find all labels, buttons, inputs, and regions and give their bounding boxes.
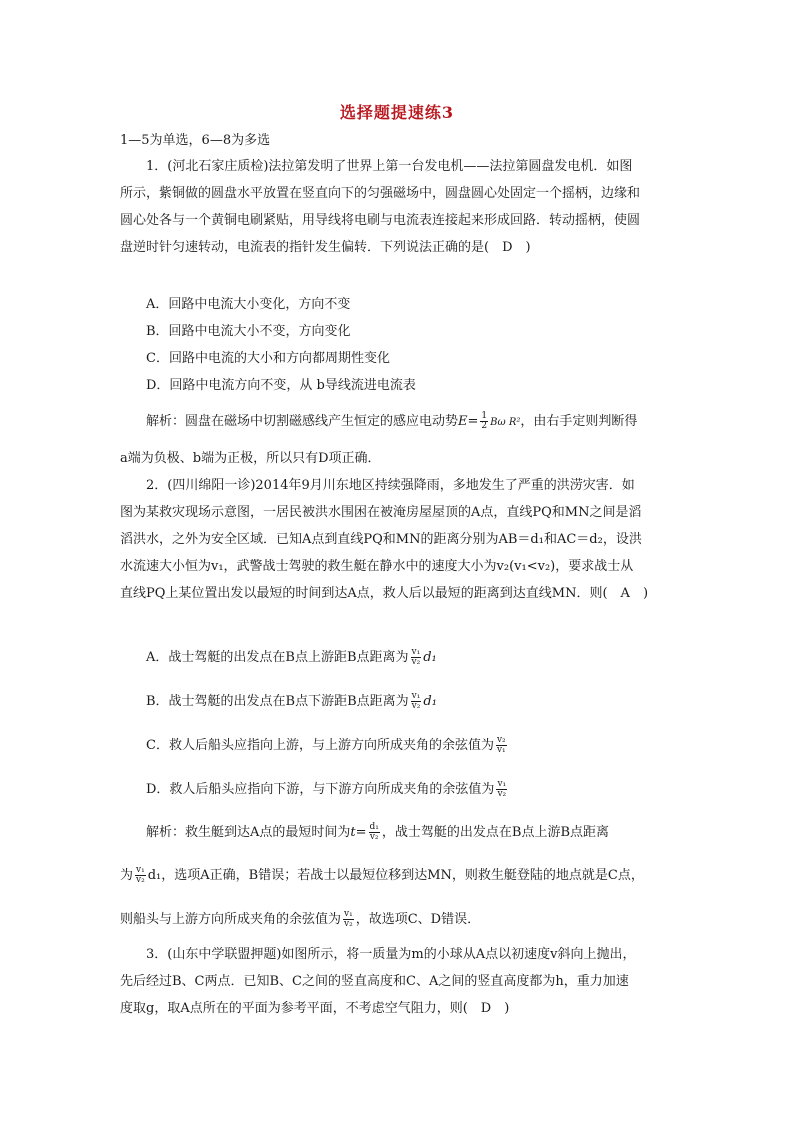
q2-analysis-2-fraction xyxy=(135,866,146,885)
q2-stem-line-5: 直线PQ上某位置出发以最短的时间到达A点，救人后以最短的距离到达直线MN．则( A ) xyxy=(120,586,649,601)
q1-analysis-text-b: ，由右手定则判断得 xyxy=(520,414,638,429)
q2-option-d-num: v₁ xyxy=(497,779,507,789)
q2-option-b-num: v₁ xyxy=(411,691,421,701)
q2-option-a-text: A．战士驾艇的出发点在B点上游距B点距离为 xyxy=(146,650,409,665)
q1-frac-num: 1 xyxy=(481,411,488,421)
q1-analysis-formula: Bω R² xyxy=(490,417,521,428)
q2-option-b-text: B．战士驾艇的出发点在B点下游距B点距离为 xyxy=(146,694,409,709)
q2-analysis-1-text-b: ，战士驾艇的出发点在B点上游B点距离 xyxy=(381,825,609,840)
q3-stem-line-3: 度取g，取A点所在的平面为参考平面，不考虑空气阻力，则( D ) xyxy=(120,1001,510,1016)
q3-stem-line-2: 先后经过B、C两点．已知B、C之间的竖直高度和C、A之间的竖直高度都为h，重力加速 xyxy=(120,974,629,989)
q2-option-a-tail: d₁ xyxy=(423,650,437,665)
q2-analysis-1-num: d₁ xyxy=(369,822,379,832)
q2-analysis-1-fraction xyxy=(369,823,380,842)
q2-analysis-3-text-b: ，故选项C、D错误． xyxy=(355,912,481,927)
q1-option-a: A．回路中电流大小变化，方向不变 xyxy=(146,297,351,312)
q2-option-b xyxy=(146,692,437,711)
q2-analysis-line-1 xyxy=(146,823,609,842)
q2-analysis-3-fraction xyxy=(343,910,354,929)
q2-analysis-1-den: v₂ xyxy=(369,832,379,842)
q2-option-c xyxy=(146,736,509,755)
q2-option-a-num: v₁ xyxy=(411,647,421,657)
q1-option-c: C．回路中电流的大小和方向都周期性变化 xyxy=(146,351,390,366)
q2-analysis-1-t: t= xyxy=(350,825,367,840)
q1-analysis-emf-symbol: E= xyxy=(458,414,479,429)
q2-analysis-3-text-a: 则船头与上游方向所成夹角的余弦值为 xyxy=(120,912,342,927)
q2-stem-line-1: 2．(四川绵阳一诊)2014年9月川东地区持续强降雨，多地发生了严重的洪涝灾害．如 xyxy=(146,478,635,493)
page-title: 选择题提速练3 xyxy=(339,103,455,122)
q2-option-d-den: v₂ xyxy=(497,789,507,799)
q2-option-d-fraction xyxy=(496,780,507,799)
question-type-note: 1—5为单选，6—8为多选 xyxy=(120,133,271,148)
q1-analysis-line-2: a端为负极、b端为正极，所以只有D项正确． xyxy=(120,451,381,466)
q1-stem-line-4: 盘逆时针匀速转动，电流表的指针发生偏转．下列说法正确的是( D ) xyxy=(120,240,531,255)
q2-analysis-1-text-a: 解析：救生艇到达A点的最短时间为 xyxy=(146,825,351,840)
q3-stem-line-1: 3．(山东中学联盟押题)如图所示，将一质量为m的小球从A点以初速度v斜向上抛出， xyxy=(146,947,636,962)
q2-option-a xyxy=(146,648,437,667)
q2-option-a-den: v₂ xyxy=(411,657,421,667)
q2-option-d xyxy=(146,780,509,799)
q2-analysis-3-num: v₁ xyxy=(344,909,353,919)
q1-analysis-fraction xyxy=(480,412,488,431)
q2-option-b-tail: d₁ xyxy=(423,694,437,709)
q2-option-c-fraction xyxy=(496,736,507,755)
q2-option-b-den: v₂ xyxy=(411,701,421,711)
q1-option-d: D．回路中电流方向不变，从 b导线流进电流表 xyxy=(146,378,416,393)
q2-analysis-line-3 xyxy=(120,910,480,929)
q1-stem-line-1: 1．(河北石家庄质检)法拉第发明了世界上第一台发电机——法拉第圆盘发电机．如图 xyxy=(146,159,633,174)
q2-analysis-2-text-a: 为 xyxy=(120,868,134,883)
q2-option-a-fraction xyxy=(411,648,422,667)
q2-option-c-num: v₂ xyxy=(496,735,506,745)
q2-option-b-fraction xyxy=(411,692,422,711)
q2-analysis-2-num: v₁ xyxy=(136,865,145,875)
q1-frac-den: 2 xyxy=(481,421,488,431)
q1-analysis-line-1 xyxy=(146,412,637,432)
q2-stem-line-2: 图为某救灾现场示意图，一居民被洪水围困在被淹房屋屋顶的A点，直线PQ和MN之间是滔 xyxy=(120,505,642,520)
q2-option-c-text: C．救人后船头应指向上游，与上游方向所成夹角的余弦值为 xyxy=(146,738,494,753)
q2-option-c-den: v₁ xyxy=(496,745,506,755)
q2-option-d-text: D．救人后船头应指向下游，与下游方向所成夹角的余弦值为 xyxy=(146,782,495,797)
q2-analysis-line-2 xyxy=(120,866,644,885)
q1-analysis-text-a: 解析：圆盘在磁场中切割磁感线产生恒定的感应电动势 xyxy=(146,414,459,429)
q1-stem-line-2: 所示，紫铜做的圆盘水平放置在竖直向下的匀强磁场中，圆盘圆心处固定一个摇柄，边缘和 xyxy=(120,186,641,201)
q1-stem-line-3: 圆心处各与一个黄铜电刷紧贴，用导线将电刷与电流表连接起来形成回路．转动摇柄，使圆 xyxy=(120,213,641,228)
q2-analysis-3-den: v₂ xyxy=(344,919,353,929)
q2-stem-line-4: 水流速大小恒为v₁，武警战士驾驶的救生艇在静水中的速度大小为v₂(v₁<v₂)，要求战士从 xyxy=(120,559,634,574)
q1-option-b: B．回路中电流大小不变，方向变化 xyxy=(146,324,351,339)
q2-analysis-2-text-b: d₁，选项A正确，B错误；若战士以最短位移到达MN，则救生艇登陆的地点就是C点， xyxy=(147,868,644,883)
q2-stem-line-3: 滔洪水，之外为安全区域．已知A点到直线PQ和MN的距离分别为AB＝d₁和AC＝d₂，设洪 xyxy=(120,532,642,547)
q2-analysis-2-den: v₂ xyxy=(136,875,145,885)
